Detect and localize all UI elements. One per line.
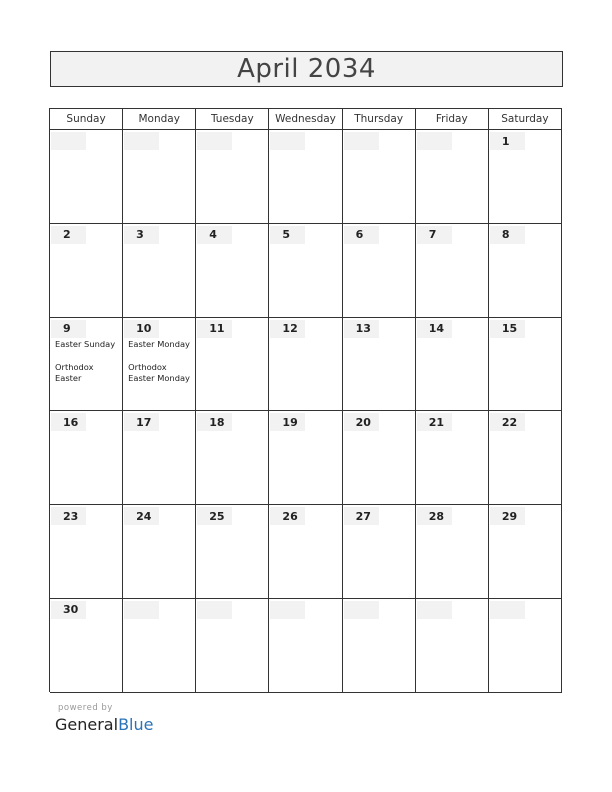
holiday-label: Easter Sunday bbox=[55, 338, 116, 349]
week-row bbox=[50, 318, 562, 412]
day-cell-12 bbox=[269, 318, 342, 412]
day-number bbox=[417, 132, 452, 150]
day-number bbox=[344, 132, 379, 150]
day-cell-14 bbox=[416, 318, 489, 412]
day-cell-10 bbox=[123, 318, 196, 412]
weekday-thursday: Thursday bbox=[343, 109, 416, 130]
holiday-label: Orthodox Easter bbox=[55, 361, 94, 384]
day-number bbox=[270, 132, 305, 150]
week-row bbox=[50, 599, 562, 693]
calendar-grid bbox=[49, 108, 562, 692]
day-cell-28 bbox=[416, 505, 489, 599]
day-number: 20 bbox=[344, 413, 379, 431]
day-cell-empty bbox=[196, 599, 269, 693]
day-cell-empty bbox=[343, 130, 416, 224]
day-number bbox=[490, 601, 525, 619]
day-number bbox=[197, 601, 232, 619]
day-cell-24 bbox=[123, 505, 196, 599]
day-cell-empty bbox=[269, 130, 342, 224]
day-number: 12 bbox=[270, 320, 305, 338]
day-cell-25 bbox=[196, 505, 269, 599]
day-cell-11 bbox=[196, 318, 269, 412]
weekday-monday: Monday bbox=[123, 109, 196, 130]
day-cell-16 bbox=[50, 411, 123, 505]
day-number: 13 bbox=[344, 320, 379, 338]
holiday-label: Orthodox Easter Monday bbox=[128, 361, 190, 384]
day-cell-18 bbox=[196, 411, 269, 505]
day-number: 21 bbox=[417, 413, 452, 431]
day-cell-empty bbox=[123, 130, 196, 224]
day-number: 1 bbox=[490, 132, 525, 150]
day-cell-22 bbox=[489, 411, 562, 505]
generalblue-logo[interactable] bbox=[55, 715, 153, 734]
day-number bbox=[124, 601, 159, 619]
powered-by-text: powered by bbox=[58, 703, 113, 713]
week-row bbox=[50, 224, 562, 318]
day-cell-15 bbox=[489, 318, 562, 412]
calendar-weeks bbox=[50, 130, 562, 693]
weekday-header-row bbox=[50, 109, 562, 130]
day-number: 6 bbox=[344, 226, 379, 244]
day-number bbox=[344, 601, 379, 619]
day-number: 4 bbox=[197, 226, 232, 244]
holiday-list bbox=[55, 339, 120, 385]
brand-blue-text: Blue bbox=[118, 715, 154, 734]
weekday-wednesday: Wednesday bbox=[269, 109, 342, 130]
day-cell-empty bbox=[416, 599, 489, 693]
day-cell-20 bbox=[343, 411, 416, 505]
day-cell-6 bbox=[343, 224, 416, 318]
day-cell-13 bbox=[343, 318, 416, 412]
day-cell-23 bbox=[50, 505, 123, 599]
day-number: 28 bbox=[417, 507, 452, 525]
day-cell-27 bbox=[343, 505, 416, 599]
day-number: 19 bbox=[270, 413, 305, 431]
day-number bbox=[51, 132, 86, 150]
day-number: 30 bbox=[51, 601, 86, 619]
week-row bbox=[50, 505, 562, 599]
day-number: 15 bbox=[490, 320, 525, 338]
day-number: 25 bbox=[197, 507, 232, 525]
day-cell-empty bbox=[123, 599, 196, 693]
day-cell-7 bbox=[416, 224, 489, 318]
day-cell-19 bbox=[269, 411, 342, 505]
day-number: 23 bbox=[51, 507, 86, 525]
calendar-title: April 2034 bbox=[50, 51, 563, 87]
day-number: 26 bbox=[270, 507, 305, 525]
day-cell-empty bbox=[196, 130, 269, 224]
day-number: 2 bbox=[51, 226, 86, 244]
day-number: 11 bbox=[197, 320, 232, 338]
day-number: 17 bbox=[124, 413, 159, 431]
weekday-tuesday: Tuesday bbox=[196, 109, 269, 130]
day-cell-26 bbox=[269, 505, 342, 599]
day-number: 22 bbox=[490, 413, 525, 431]
weekday-sunday: Sunday bbox=[50, 109, 123, 130]
day-number: 16 bbox=[51, 413, 86, 431]
day-cell-29 bbox=[489, 505, 562, 599]
day-cell-empty bbox=[50, 130, 123, 224]
weekday-friday: Friday bbox=[416, 109, 489, 130]
brand-general-text: General bbox=[55, 715, 119, 734]
week-row bbox=[50, 411, 562, 505]
day-number: 3 bbox=[124, 226, 159, 244]
day-cell-8 bbox=[489, 224, 562, 318]
day-cell-17 bbox=[123, 411, 196, 505]
day-cell-30 bbox=[50, 599, 123, 693]
day-cell-empty bbox=[416, 130, 489, 224]
day-cell-4 bbox=[196, 224, 269, 318]
day-number: 5 bbox=[270, 226, 305, 244]
day-number: 27 bbox=[344, 507, 379, 525]
day-number: 18 bbox=[197, 413, 232, 431]
day-cell-empty bbox=[269, 599, 342, 693]
week-row bbox=[50, 130, 562, 224]
holiday-label: Easter Monday bbox=[128, 338, 190, 349]
day-cell-2 bbox=[50, 224, 123, 318]
holiday-list bbox=[128, 339, 193, 385]
day-number: 14 bbox=[417, 320, 452, 338]
weekday-saturday: Saturday bbox=[489, 109, 562, 130]
day-cell-9 bbox=[50, 318, 123, 412]
day-number bbox=[417, 601, 452, 619]
day-number: 10 bbox=[124, 320, 159, 338]
day-cell-21 bbox=[416, 411, 489, 505]
day-number bbox=[197, 132, 232, 150]
day-number: 9 bbox=[51, 320, 86, 338]
day-number: 8 bbox=[490, 226, 525, 244]
day-number: 29 bbox=[490, 507, 525, 525]
day-cell-1 bbox=[489, 130, 562, 224]
day-cell-5 bbox=[269, 224, 342, 318]
day-cell-3 bbox=[123, 224, 196, 318]
day-number: 7 bbox=[417, 226, 452, 244]
day-number: 24 bbox=[124, 507, 159, 525]
day-cell-empty bbox=[343, 599, 416, 693]
day-number bbox=[124, 132, 159, 150]
day-cell-empty bbox=[489, 599, 562, 693]
day-number bbox=[270, 601, 305, 619]
